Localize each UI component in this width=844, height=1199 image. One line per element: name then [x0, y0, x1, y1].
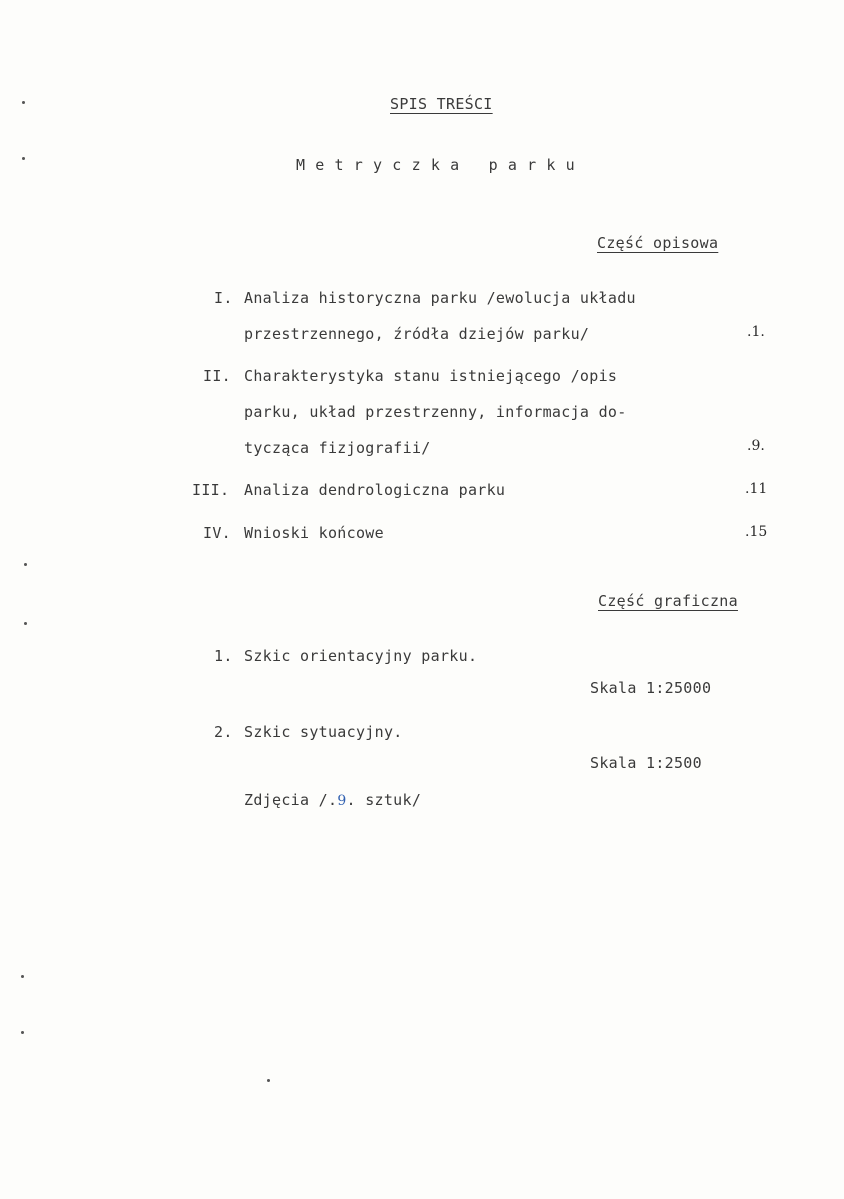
- graphic-item-text: Szkic sytuacyjny.: [244, 723, 403, 741]
- toc-numeral: II.: [203, 367, 231, 385]
- toc-page-number: .11: [745, 481, 768, 497]
- margin-mark: [21, 975, 24, 978]
- toc-numeral: IV.: [203, 524, 231, 542]
- photos-line: Zdjęcia /.9. sztuk/: [244, 791, 422, 809]
- toc-entry-line: parku, układ przestrzenny, informacja do-: [244, 403, 627, 421]
- margin-mark: [21, 1031, 24, 1034]
- margin-mark: [24, 622, 27, 625]
- toc-page-number: .9.: [747, 438, 765, 454]
- toc-page-number: .15: [745, 524, 768, 540]
- toc-page-number: .1.: [747, 324, 765, 340]
- toc-numeral: I.: [214, 289, 233, 307]
- page-subtitle: M e t r y c z k a p a r k u: [296, 156, 576, 174]
- margin-mark: [24, 563, 27, 566]
- graphic-item-number: 1.: [214, 647, 233, 665]
- graphic-item-scale: Skala 1:25000: [590, 679, 712, 697]
- toc-entry-line: Analiza historyczna parku /ewolucja układu: [244, 289, 636, 307]
- section-heading-descriptive: Część opisowa: [597, 234, 719, 252]
- toc-entry-line: tycząca fizjografii/: [244, 439, 431, 457]
- toc-entry-line: Charakterystyka stanu istniejącego /opis: [244, 367, 618, 385]
- toc-numeral: III.: [192, 481, 230, 499]
- toc-entry-line: przestrzennego, źródła dziejów parku/: [244, 325, 590, 343]
- graphic-item-text: Szkic orientacyjny parku.: [244, 647, 478, 665]
- section-heading-graphic: Część graficzna: [598, 592, 738, 610]
- photos-count: 9: [337, 793, 347, 809]
- graphic-item-number: 2.: [214, 723, 233, 741]
- toc-entry-line: Analiza dendrologiczna parku: [244, 481, 506, 499]
- margin-mark: [22, 101, 25, 104]
- margin-mark: [267, 1079, 270, 1082]
- graphic-item-scale: Skala 1:2500: [590, 754, 702, 772]
- margin-mark: [22, 157, 25, 160]
- toc-entry-line: Wnioski końcowe: [244, 524, 384, 542]
- page-title: SPIS TREŚCI: [390, 95, 493, 113]
